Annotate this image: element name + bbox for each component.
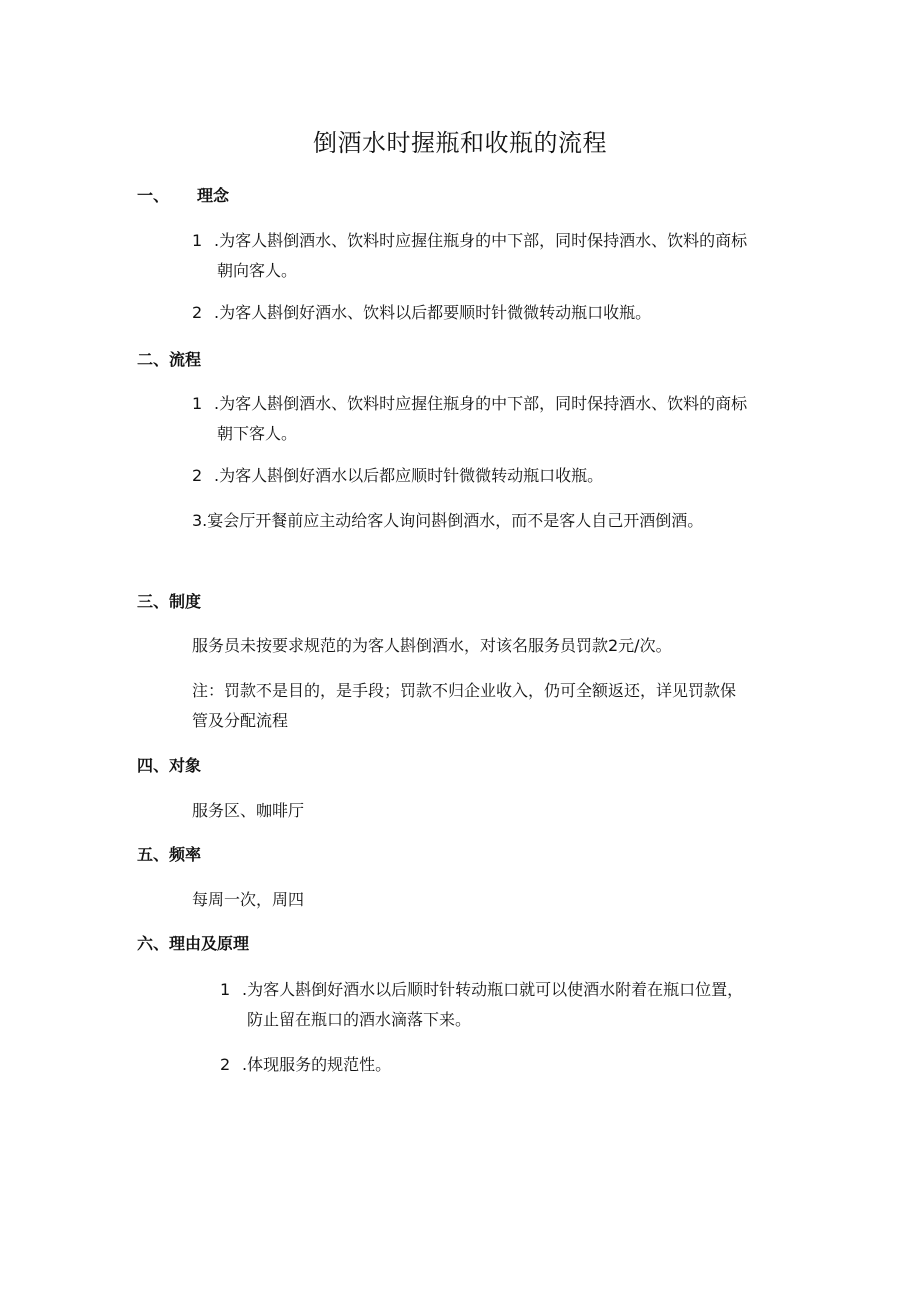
section-heading-reason: [137, 932, 249, 956]
item-number: 2: [220, 1055, 231, 1074]
note-paragraph-continued: 管及分配流程: [192, 711, 289, 730]
item-number: 1: [192, 231, 203, 250]
section-number: 一、: [137, 186, 170, 205]
item-text-continued: 防止留在瓶口的酒水滴落下来。: [247, 1010, 472, 1029]
item-number: 1: [220, 980, 231, 999]
section-heading-process: [137, 348, 201, 372]
list-item: [192, 461, 603, 491]
section-heading-concept: [137, 184, 229, 208]
item-number: 2: [192, 466, 203, 485]
frequency-paragraph: 每周一次，周四: [192, 890, 305, 909]
item-text: .体现服务的规范性。: [242, 1055, 392, 1074]
item-text: .为客人斟倒酒水、饮料时应握住瓶身的中下部，同时保持酒水、饮料的商标: [214, 231, 748, 250]
section-title: 流程: [169, 350, 202, 369]
section-number: 六、: [137, 934, 170, 953]
section-number: 三、: [137, 592, 170, 611]
item-text-continued: 朝向客人。: [217, 261, 298, 280]
item-text: .为客人斟倒好酒水以后都应顺时针微微转动瓶口收瓶。: [214, 466, 604, 485]
section-heading-target: [137, 754, 201, 778]
section-title: 理念: [197, 186, 230, 205]
list-item-plain: 3.宴会厅开餐前应主动给客人询问斟倒酒水，而不是客人自己开酒倒酒。: [192, 511, 704, 530]
section-title: 对象: [169, 756, 202, 775]
note-paragraph: 注：罚款不是目的，是手段；罚款不归企业收入，仍可全额返还，详见罚款保: [192, 681, 737, 700]
section-number: 五、: [137, 845, 170, 864]
rule-paragraph: 服务员未按要求规范的为客人斟倒酒水，对该名服务员罚款2元/次。: [192, 636, 672, 655]
section-number: 四、: [137, 756, 170, 775]
list-item: [192, 226, 747, 256]
item-text: .为客人斟倒好酒水以后顺时针转动瓶口就可以使酒水附着在瓶口位置，: [242, 980, 744, 999]
list-item: [220, 975, 743, 1005]
section-number: 二、: [137, 350, 170, 369]
item-text-continued: 朝下客人。: [217, 424, 298, 443]
section-title: 频率: [169, 845, 202, 864]
section-title: 制度: [169, 592, 202, 611]
item-number: 2: [192, 303, 203, 322]
section-title: 理由及原理: [169, 934, 250, 953]
item-text: .为客人斟倒酒水、饮料时应握住瓶身的中下部，同时保持酒水、饮料的商标: [214, 394, 748, 413]
document-title: 倒酒水时握瓶和收瓶的流程: [313, 129, 607, 157]
section-heading-rules: [137, 590, 201, 614]
target-paragraph: 服务区、咖啡厅: [192, 801, 305, 820]
section-heading-frequency: [137, 843, 201, 867]
item-text: .为客人斟倒好酒水、饮料以后都要顺时针微微转动瓶口收瓶。: [214, 303, 652, 322]
list-item: [220, 1050, 391, 1080]
list-item: [192, 298, 651, 328]
list-item: [192, 389, 747, 419]
item-number: 1: [192, 394, 203, 413]
